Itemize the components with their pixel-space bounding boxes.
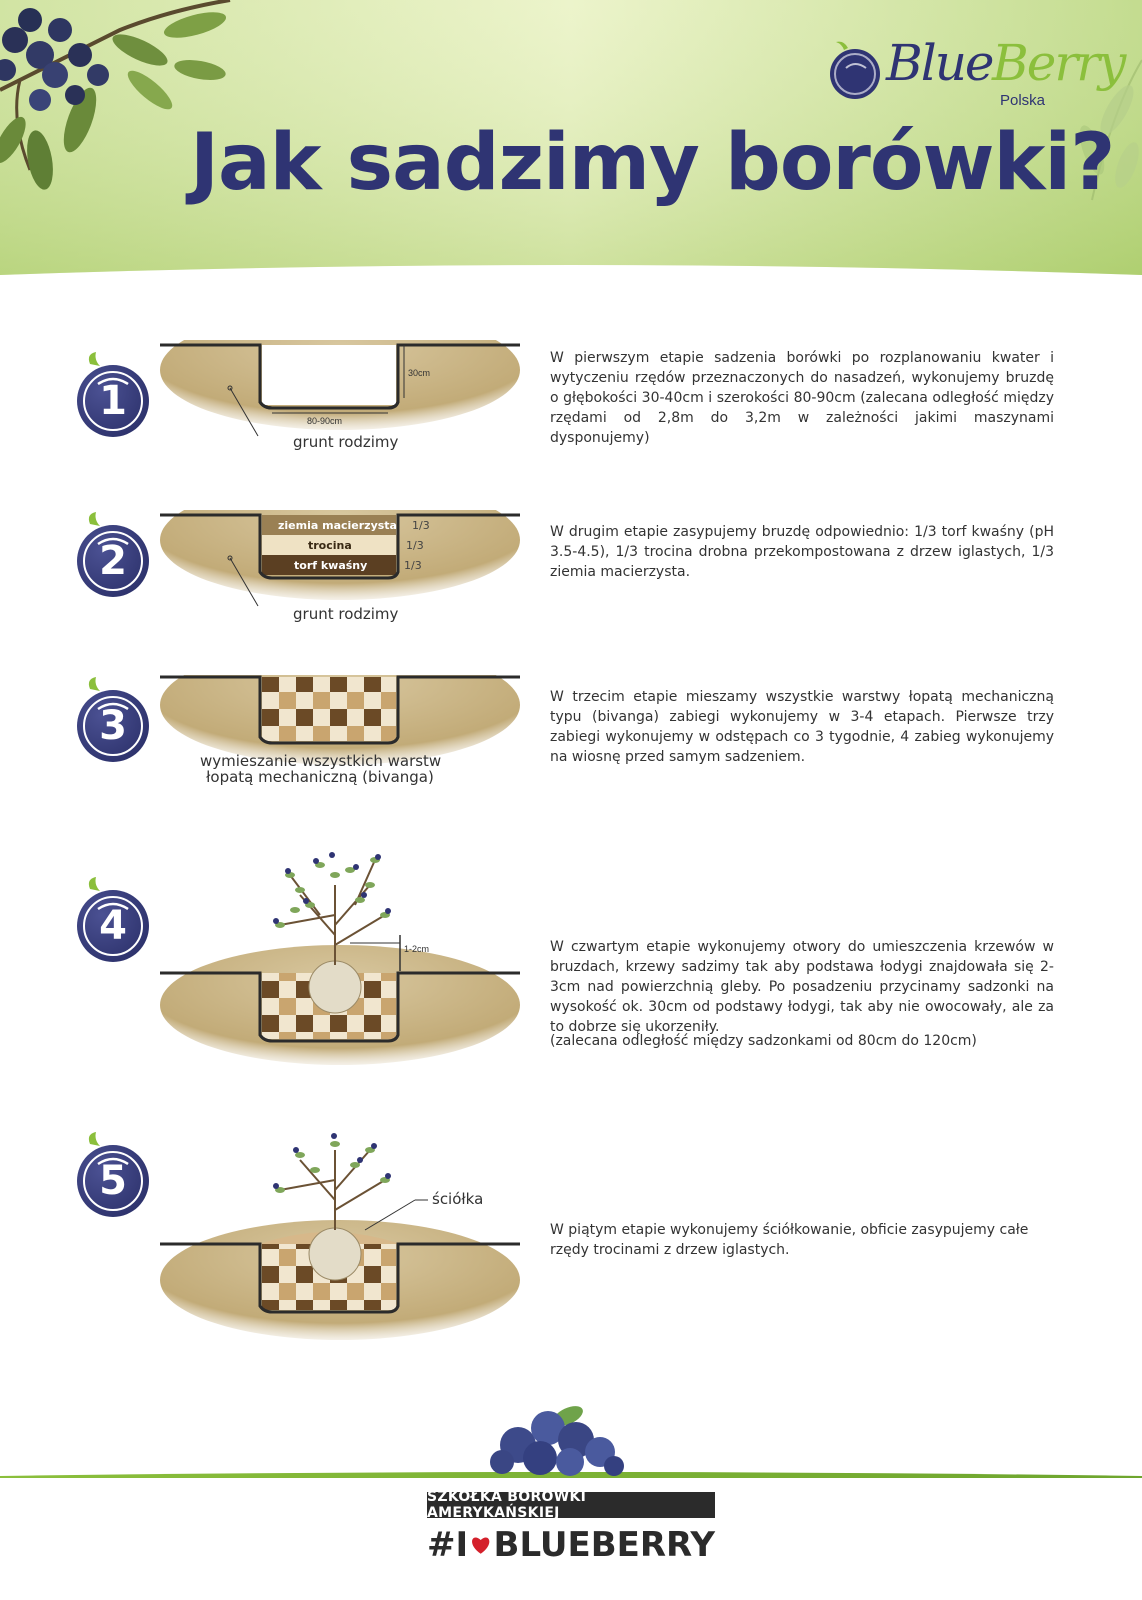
step-4	[0, 845, 1142, 1065]
logo-word-berry: Berry	[992, 34, 1125, 92]
step-1-caption: grunt rodzimy	[293, 433, 399, 451]
step-5	[0, 1130, 1142, 1350]
layer-label-sawdust: trocina	[308, 539, 352, 552]
step-number: 5	[99, 1158, 127, 1204]
step-number: 4	[99, 903, 127, 949]
hashtag-slogan	[427, 1522, 715, 1568]
width-label: 80-90cm	[307, 416, 343, 426]
heart-icon	[470, 1529, 491, 1561]
step-2-caption: grunt rodzimy	[293, 605, 399, 623]
step-3-caption	[200, 753, 440, 785]
step-2-badge	[76, 510, 152, 596]
logo-subtitle: Polska	[1000, 92, 1046, 109]
blueberry-polska-logo	[826, 34, 1125, 114]
depth-label: 30cm	[408, 368, 431, 378]
step-1	[0, 340, 1142, 460]
step-3	[0, 675, 1142, 805]
header	[0, 0, 1142, 285]
step-4-note: (zalecana odległość między sadzonkami od 80cm do 120cm)	[550, 1033, 977, 1049]
footer	[0, 1400, 1142, 1600]
layer-label-topsoil: ziemia macierzysta	[278, 519, 397, 532]
step-5-text: W piątym etapie wykonujemy ściółkowanie, obficie zasypujemy całe rzędy trocinami z drzew iglastych.	[550, 1222, 1029, 1258]
step-5-badge	[76, 1130, 152, 1216]
step-2-text: W drugim etapie zasypujemy bruzdę odpowiednio: 1/3 torf kwaśny (pH 3.5-4.5), 1/3 trocina drobna przekompostowana z drzew iglastych, 1/3 ziemia macierzysta.	[550, 524, 1054, 580]
step-number: 2	[99, 538, 127, 584]
step-1-badge	[76, 350, 152, 436]
page-title: Jak sadzimy borówki?	[190, 118, 1115, 208]
hashtag-left: #I	[427, 1525, 469, 1565]
fraction-middle: 1/3	[406, 539, 424, 552]
step-1-text: W pierwszym etapie sadzenia borówki po rozplanowaniu kwater i wytyczeniu rzędów przeznaczonych do nasadzeń, wykonujemy bruzdę o głębokości 30-40cm i szerokości 80-90cm (zalecana odległość między rzędami od 2,8m do 3,2m w zależności jakimi maszynami dysponujemy)	[550, 350, 1054, 446]
step-3-text: W trzecim etapie mieszamy wszystkie warstwy łopatą mechaniczną typu (bivanga) zabiegi wykonujemy w 3-4 etapach. Pierwsze trzy zabiegi wykonujemy w odstępach co 3 tygodnie, 4 zabieg wykonujemy na wiosnę przed samym sadzeniem.	[550, 689, 1054, 765]
step-number: 3	[99, 703, 127, 749]
hashtag-right: BLUEBERRY	[493, 1525, 715, 1565]
planted-bush-diagram	[160, 845, 520, 1065]
blueberry-logo-icon	[826, 38, 884, 100]
layered-trench-diagram	[160, 510, 520, 610]
step-3-caption-line1: wymieszanie wszystkich warstw	[200, 752, 442, 770]
bush-illustration	[273, 1133, 391, 1230]
blueberry-pile-illustration	[488, 1400, 628, 1478]
fraction-top: 1/3	[412, 519, 430, 532]
layer-label-peat: torf kwaśny	[294, 559, 368, 572]
school-banner: SZKÓŁKA BORÓWKI AMERYKAŃSKIEJ	[427, 1492, 715, 1518]
step-3-badge	[76, 675, 152, 761]
step-4-text: W czwartym etapie wykonujemy otwory do umieszczenia krzewów w bruzdach, krzewy sadzimy tak aby podstawa łodygi znajdowała się 2-3cm nad powierzchnią gleby. Po posadzeniu przycinamy sadzonki na wysokość ok. 30cm od podstawy łodygi, tak aby nie owocowały, ale za to dobrze się ukorzeniły.	[550, 939, 1054, 1035]
mulched-bush-diagram	[160, 1130, 520, 1340]
trench-diagram	[160, 340, 520, 440]
step-3-caption-line2: łopatą mechaniczną (bivanga)	[206, 768, 434, 786]
step-5-caption: ściółka	[432, 1190, 484, 1208]
step-4-badge	[76, 875, 152, 961]
height-label: 1-2cm	[404, 944, 430, 954]
step-number: 1	[99, 378, 127, 424]
logo-word-blue: Blue	[886, 34, 993, 92]
step-2	[0, 510, 1142, 630]
fraction-bottom: 1/3	[404, 559, 422, 572]
